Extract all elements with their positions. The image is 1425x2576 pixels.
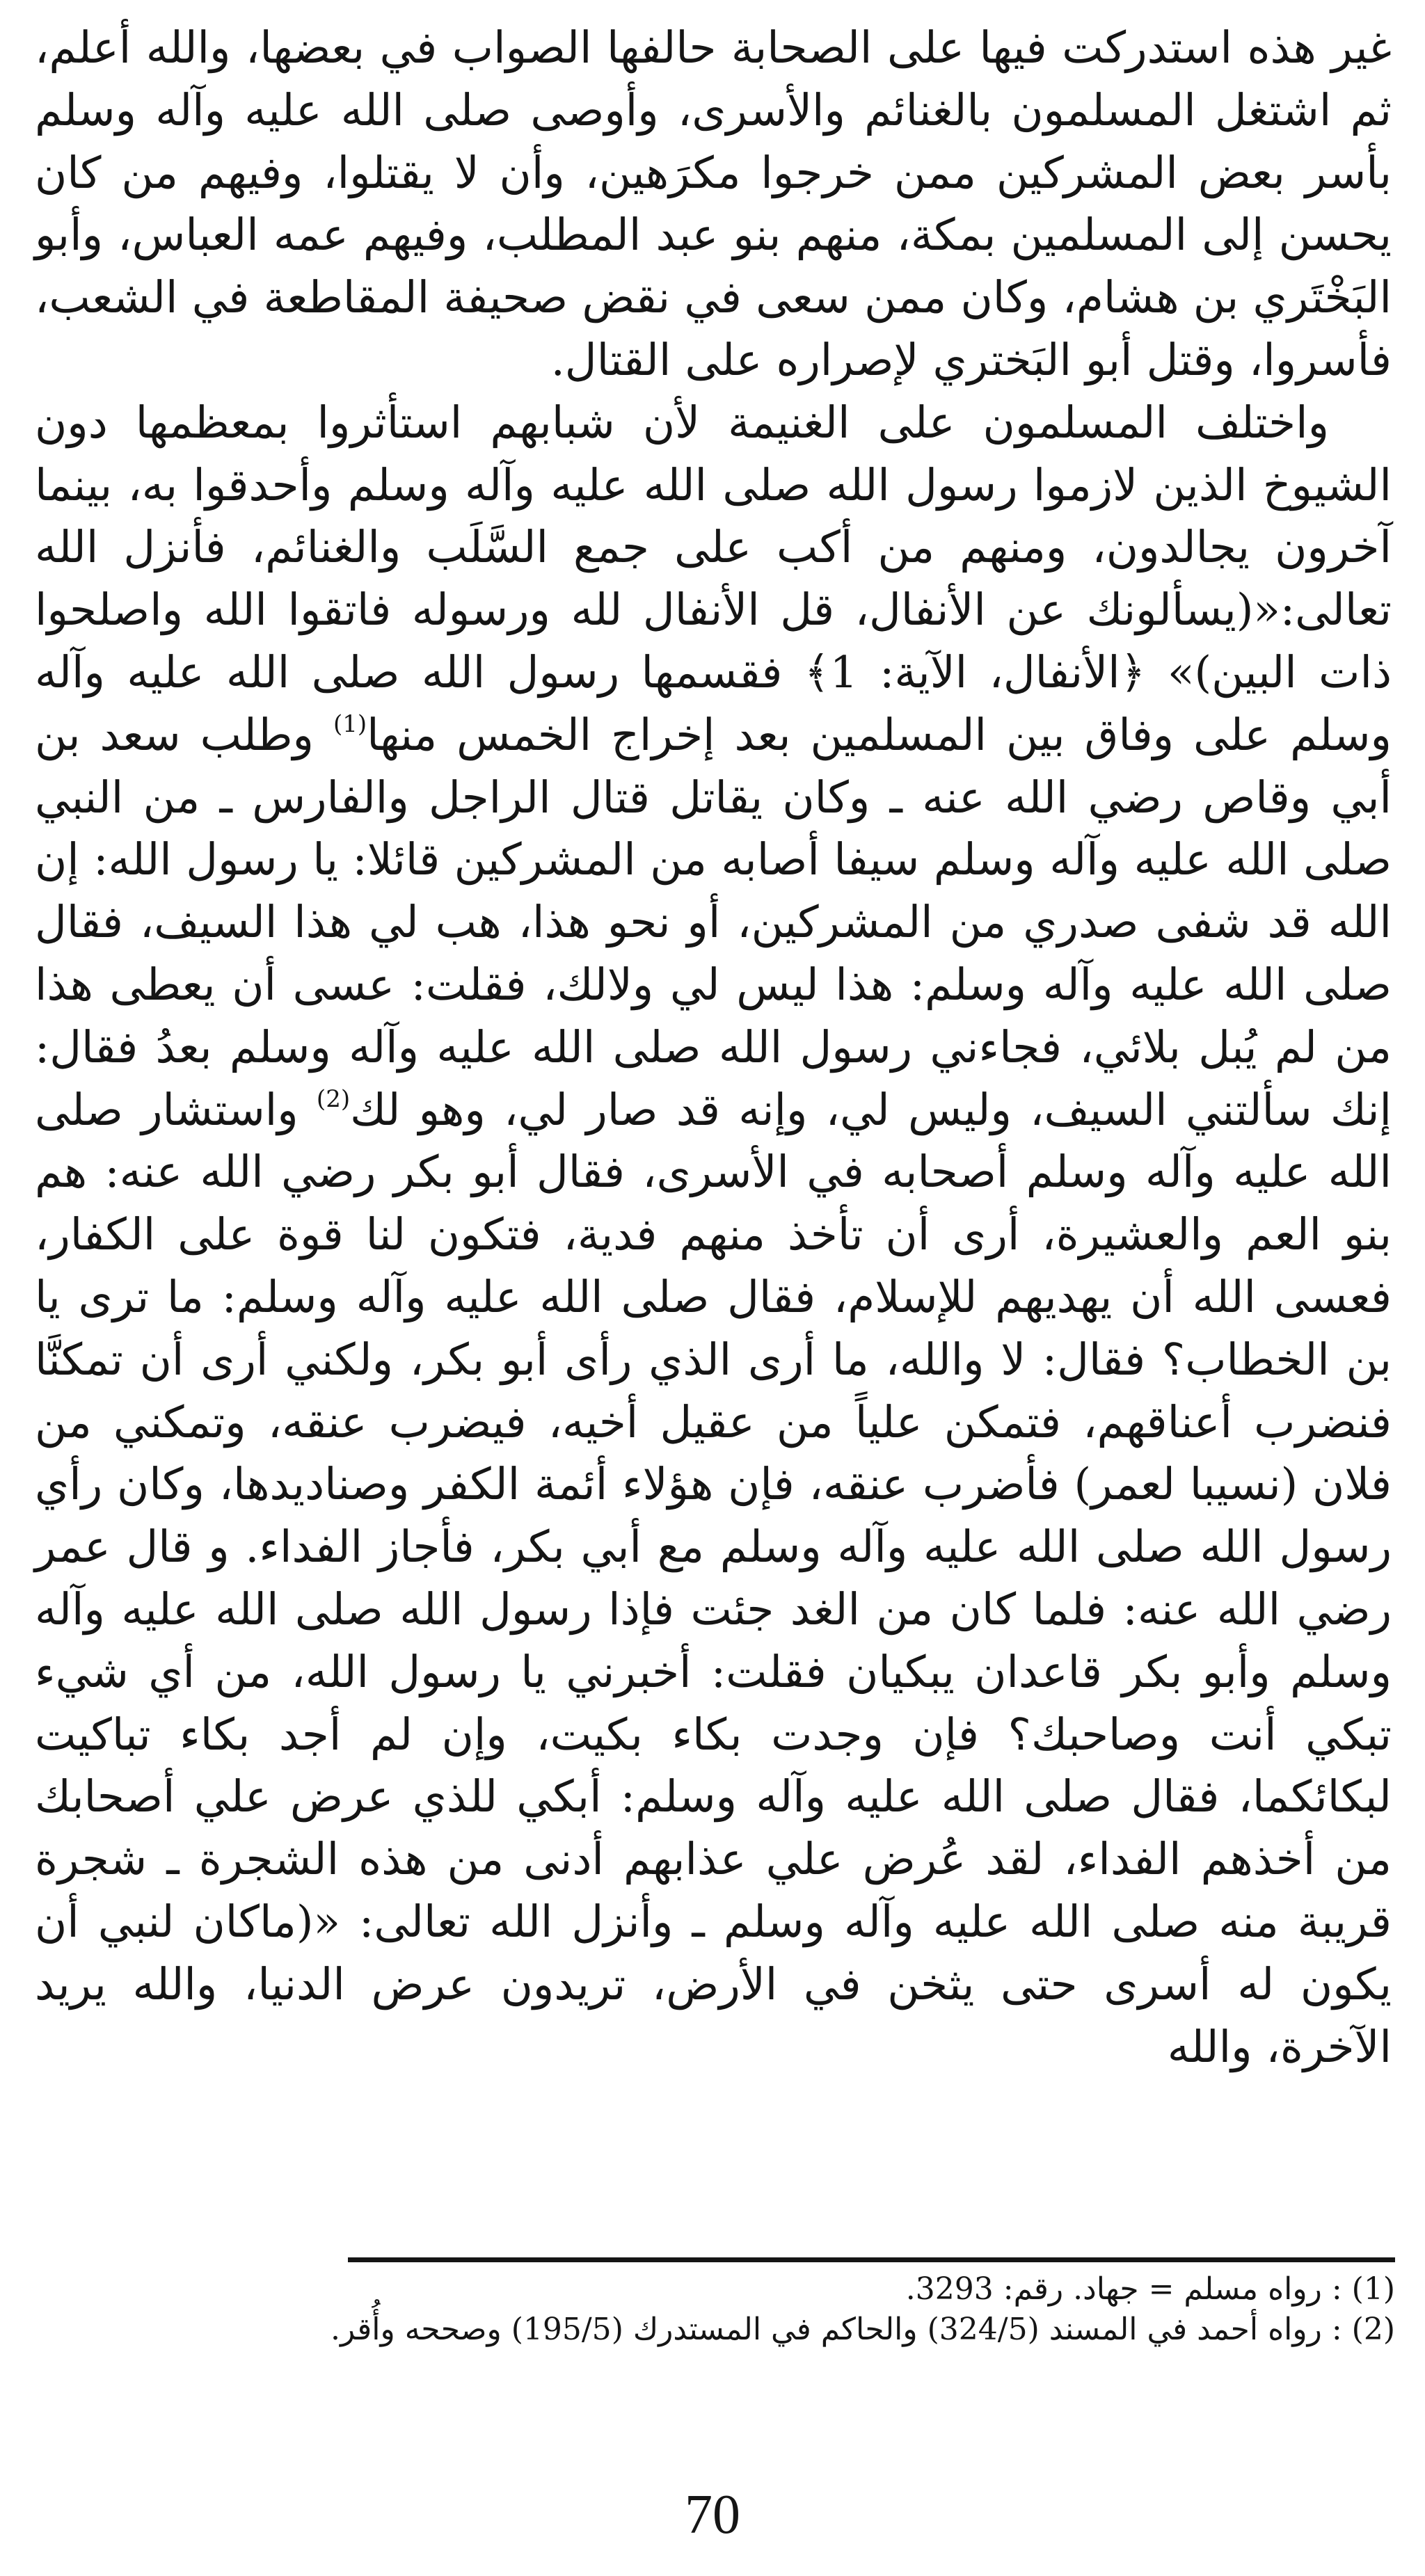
paragraph	[35, 17, 1392, 392]
footnote-divider	[348, 2257, 1395, 2262]
footnotes	[35, 2269, 1395, 2350]
paragraph-text: واختلف المسلمون على الغنيمة لأن شبابهم استأثروا بمعظمها دون الشيوخ الذين لازموا رسول الله صلى الله عليه وآله وسلم وأحدقوا به، بينما آخرون يجالدون، ومنهم من أكب على جمع السَّلَب والغنائم، فأنزل الله تعالى:«(يسألونك عن الأنفال، قل الأنفال لله ورسوله فاتقوا الله واصلحوا ذات البين)» ﴿الأنفال، الآية: 1﴾ فقسمها رسول الله صلى الله عليه وآله وسلم على وفاق بين المسلمين بعد إخراج الخمس منها	[35, 397, 1392, 760]
paragraph-text: غير هذه استدركت فيها على الصحابة حالفها الصواب في بعضها، والله أعلم، ثم اشتغل المسلمون بالغنائم والأسرى، وأوصى صلى الله عليه وآله وسلم بأسر بعض المشركين ممن خرجوا مكرَهين، وأن لا يقتلوا، وفيهم من كان يحسن إلى المسلمين بمكة، منهم بنو عبد المطلب، وفيهم عمه العباس، وأبو البَخْتَري بن هشام، وكان ممن سعى في نقض صحيفة المقاطعة في الشعب، فأسروا، وقتل أبو البَختري لإصراره على القتال.	[35, 22, 1392, 385]
paragraph-text: واستشار صلى الله عليه وآله وسلم أصحابه في الأسرى، فقال أبو بكر رضي الله عنه: هم بنو العم والعشيرة، أرى أن تأخذ منهم فدية، فتكون لنا قوة على الكفار، فعسى الله أن يهديهم للإسلام، فقال صلى الله عليه وآله وسلم: ما ترى يا بن الخطاب؟ فقال: لا والله، ما أرى الذي رأى أبو بكر، ولكني أرى أن تمكنَّا فنضرب أعناقهم، فتمكن علياً من عقيل أخيه، فيضرب عنقه، وتمكني من فلان (نسيبا لعمر) فأضرب عنقه، فإن هؤلاء أئمة الكفر وصناديدها، وكان رأي رسول الله صلى الله عليه وآله وسلم مع أبي بكر، فأجاز الفداء. و قال عمر رضي الله عنه: فلما كان من الغد جئت فإذا رسول الله صلى الله عليه وآله وسلم وأبو بكر قاعدان يبكيان فقلت: أخبرني يا رسول الله، من أي شيء تبكي أنت وصاحبك؟ فإن وجدت بكاء بكيت، وإن لم أجد بكاء تباكيت لبكائكما، فقال صلى الله عليه وآله وسلم: أبكي للذي عرض علي أصحابك من أخذهم الفداء، لقد عُرض علي عذابهم أدنى من هذه الشجرة ـ شجرة قريبة منه صلى الله عليه وآله وسلم ـ وأنزل الله تعالى: «(ماكان لنبي أن يكون له أسرى حتى يثخن في الأرض، تريدون عرض الدنيا، والله يريد الآخرة، والله	[35, 1084, 1392, 2072]
paragraph	[35, 392, 1392, 2079]
paragraph-text: وطلب سعد بن أبي وقاص رضي الله عنه ـ وكان يقاتل قتال الراجل والفارس ـ من النبي صلى الله عليه وآله وسلم سيفا أصابه من المشركين قائلا: يا رسول الله: إن الله قد شفى صدري من المشركين، أو نحو هذا، هب لي هذا السيف، فقال صلى الله عليه وآله وسلم: هذا ليس لي ولالك، فقلت: عسى أن يعطى هذا من لم يُبل بلائي، فجاءني رسول الله صلى الله عليه وآله وسلم بعدُ فقال: إنك سألتني السيف، وليس لي، وإنه قد صار لي، وهو لك	[35, 709, 1392, 1135]
footnote: (2) : رواه أحمد في المسند (324/5) والحاكم في المستدرك (195/5) وصححه وأُقر.	[330, 2312, 1395, 2347]
footnote: (1) : رواه مسلم = جهاد. رقم: 3293.	[905, 2271, 1395, 2307]
footnote-reference: (2)	[316, 1085, 351, 1113]
page-number: 70	[685, 2484, 740, 2545]
main-text	[35, 17, 1392, 2078]
footnote-reference: (1)	[333, 710, 367, 738]
